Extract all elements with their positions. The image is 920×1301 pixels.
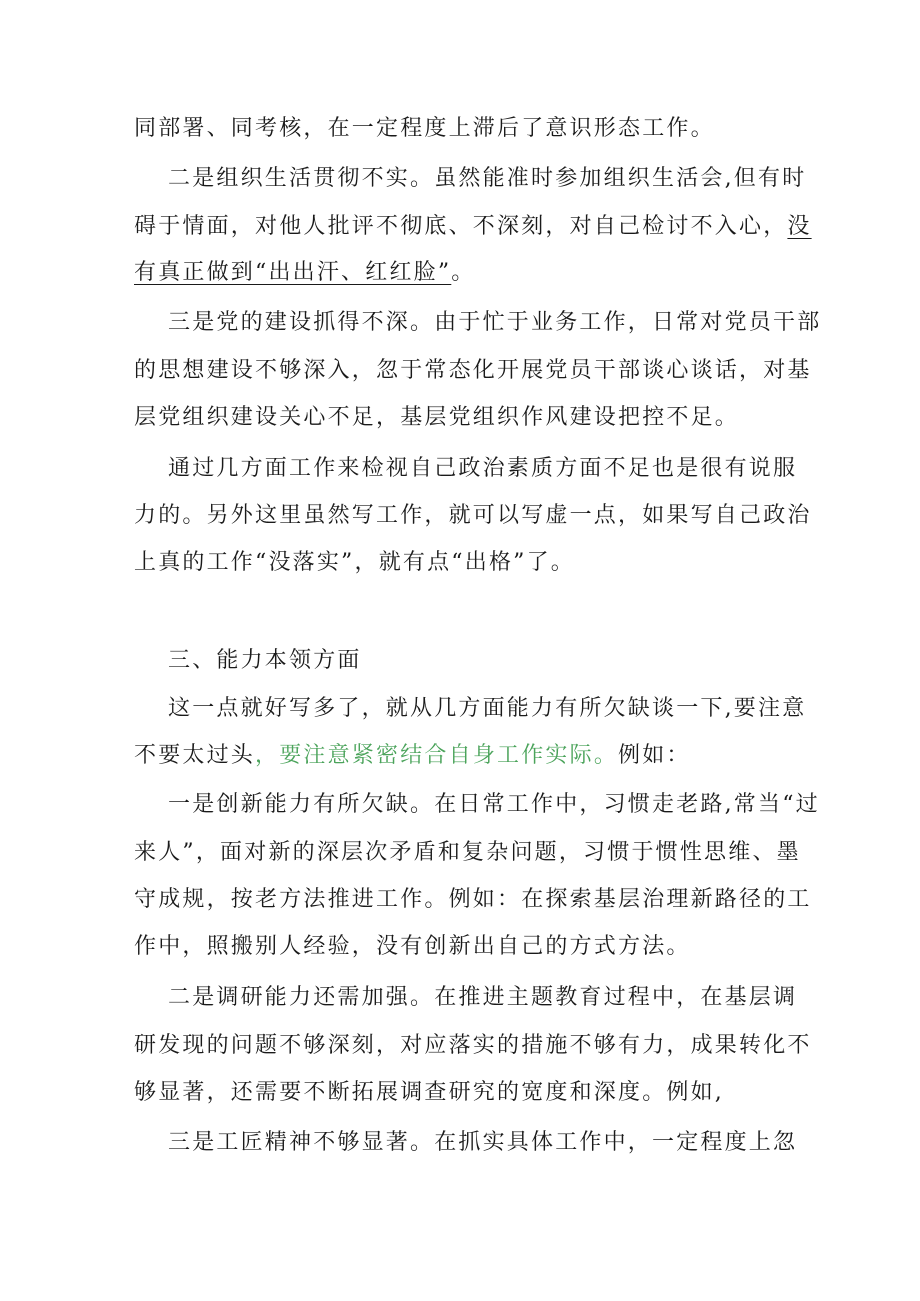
paragraph-line: 上真的工作“没落实”，就有点“出格”了。 [134, 550, 575, 575]
paragraph-line: 来人”，面对新的深层次矛盾和复杂问题，习惯于惯性思维、墨 [134, 840, 801, 865]
paragraph-line: 同部署、同考核，在一定程度上滞后了意识形态工作。 [134, 116, 715, 141]
paragraph-line [134, 212, 812, 242]
line-text: 。 [451, 260, 476, 285]
paragraph-line: 层党组织建设关心不足，基层党组织作风建设把控不足。 [134, 405, 740, 430]
underlined-text: 有真正做到“出出汗、红红脸” [134, 260, 452, 285]
paragraph-line [134, 741, 691, 771]
line-text: 不要太过头 [134, 743, 256, 768]
paragraph-line: 作中，照搬别人经验，没有创新出自己的方式方法。 [134, 934, 691, 959]
paragraph-line: 的思想建设不够深入，忽于常态化开展党员干部谈心谈话，对基 [134, 358, 812, 383]
paragraph-line: 守成规，按老方法推进工作。例如：在探索基层治理新路径的工 [134, 887, 812, 912]
paragraph-line: 够显著，还需要不断拓展调查研究的宽度和深度。例如, [134, 1080, 724, 1105]
paragraph-line: 二是调研能力还需加强。在推进主题教育过程中，在基层调 [168, 985, 798, 1010]
paragraph-line: 三是党的建设抓得不深。由于忙于业务工作，日常对党员干部 [168, 310, 822, 335]
line-text: 例如： [618, 743, 691, 768]
paragraph-line: 力的。另外这里虽然写工作，就可以写虚一点，如果写自己政治 [134, 503, 812, 528]
paragraph-line: 三是工匠精神不够显著。在抓实具体工作中，一定程度上忽 [168, 1130, 798, 1155]
section-heading: 三、能力本领方面 [168, 648, 362, 673]
paragraph-line: 通过几方面工作来检视自己政治素质方面不足也是很有说服 [168, 456, 798, 481]
paragraph-line: 二是组织生活贯彻不实。虽然能准时参加组织生活会,但有时 [168, 166, 807, 191]
paragraph-line [134, 258, 476, 288]
paragraph-line: 一是创新能力有所欠缺。在日常工作中，习惯走老路,常当“过 [168, 792, 820, 817]
underlined-text: 没 [787, 214, 812, 239]
paragraph-line: 这一点就好写多了，就从几方面能力有所欠缺谈一下,要注意 [168, 696, 807, 721]
highlighted-text: ，要注意紧密结合自身工作实际。 [255, 743, 619, 768]
paragraph-line: 研发现的问题不够深刻，对应落实的措施不够有力，成果转化不 [134, 1033, 812, 1058]
line-text: 碍于情面，对他人批评不彻底、不深刻，对自己检讨不入心， [134, 214, 788, 239]
